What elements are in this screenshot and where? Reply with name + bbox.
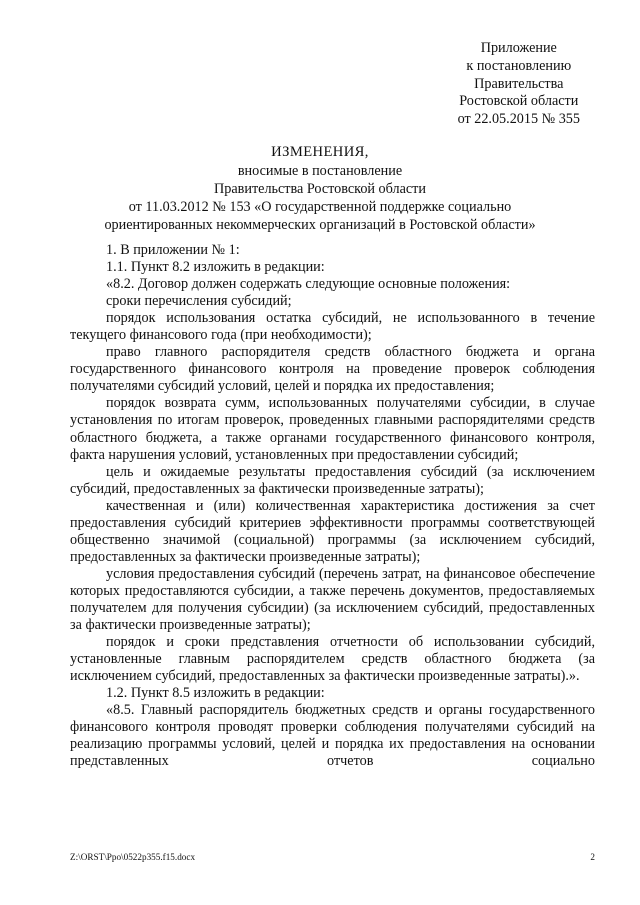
paragraph: «8.5. Главный распорядитель бюджетных средств и органы государственного финансового контроля проводят проверки соблюдения получателями субсидий на реализацию программы условий, целей и порядка их предоставления на основании представленных отчетов социально	[70, 702, 595, 770]
paragraph: порядок возврата сумм, использованных получателями субсидии, в случае установления по итогам проверок, проведенных главными распорядителями средств областного бюджета, а также органами государственного финансового контроля, факта нарушения условий, установленных при предоставлении субсидий;	[70, 395, 595, 463]
title-line: ориентированных некоммерческих организаций в Ростовской области»	[104, 217, 536, 233]
paragraph: качественная и (или) количественная характеристика достижения за счет предоставления субсидий критериев эффективности программы соответствующей общественно значимой (социальной) программы (за исключением субсидий, предоставленных за фактически произведенные затраты);	[70, 497, 595, 565]
appendix-line: Приложение	[480, 40, 557, 56]
document-title	[70, 143, 570, 234]
document-body	[70, 242, 595, 770]
title-line: вносимые в постановление	[237, 163, 403, 179]
appendix-line: к постановлению	[466, 57, 572, 74]
paragraph: 1. В приложении № 1:	[106, 242, 240, 258]
title-line: от 11.03.2012 № 153 «О государственной поддержке социально	[128, 199, 512, 215]
appendix-line: Правительства	[474, 75, 564, 92]
title-line: Правительства Ростовской области	[214, 181, 426, 197]
paragraph: сроки перечисления субсидий;	[106, 293, 292, 310]
title-heading: ИЗМЕНЕНИЯ,	[271, 144, 369, 160]
paragraph: право главного распорядителя средств областного бюджета и органа государственного финансового контроля на проведение проверок соблюдения получателями субсидий условий, целей и порядка их предоставления;	[70, 344, 595, 395]
page-number: 2	[590, 852, 595, 862]
paragraph: порядок и сроки представления отчетности об использовании субсидий, установленные главным распорядителем средств областного бюджета (за исключением субсидий, предоставленных за фактически произведенные затраты).».	[70, 634, 595, 685]
appendix-line: от 22.05.2015 № 355	[457, 111, 580, 128]
paragraph: цель и ожидаемые результаты предоставления субсидий (за исключением субсидий, предоставленных за фактически произведенные затраты);	[70, 463, 595, 497]
file-path: Z:\ORST\Ppo\0522p355.f15.docx	[70, 852, 196, 862]
paragraph: 1.1. Пункт 8.2 изложить в редакции:	[106, 259, 325, 276]
paragraph: 1.2. Пункт 8.5 изложить в редакции:	[106, 685, 325, 702]
paragraph: условия предоставления субсидий (перечень затрат, на финансовое обеспечение которых предоставляются субсидии, а также перечень документов, предоставляемых получателем для получения субсидии) (за исключением субсидий, предоставленных за фактически произведенные затраты);	[70, 565, 595, 634]
appendix-header	[458, 40, 580, 129]
page-footer	[70, 852, 595, 862]
paragraph: «8.2. Договор должен содержать следующие основные положения:	[106, 276, 511, 293]
appendix-line: Ростовской области	[459, 93, 579, 110]
paragraph: порядок использования остатка субсидий, не использованного в течение текущего финансового года (при необходимости);	[70, 310, 595, 344]
